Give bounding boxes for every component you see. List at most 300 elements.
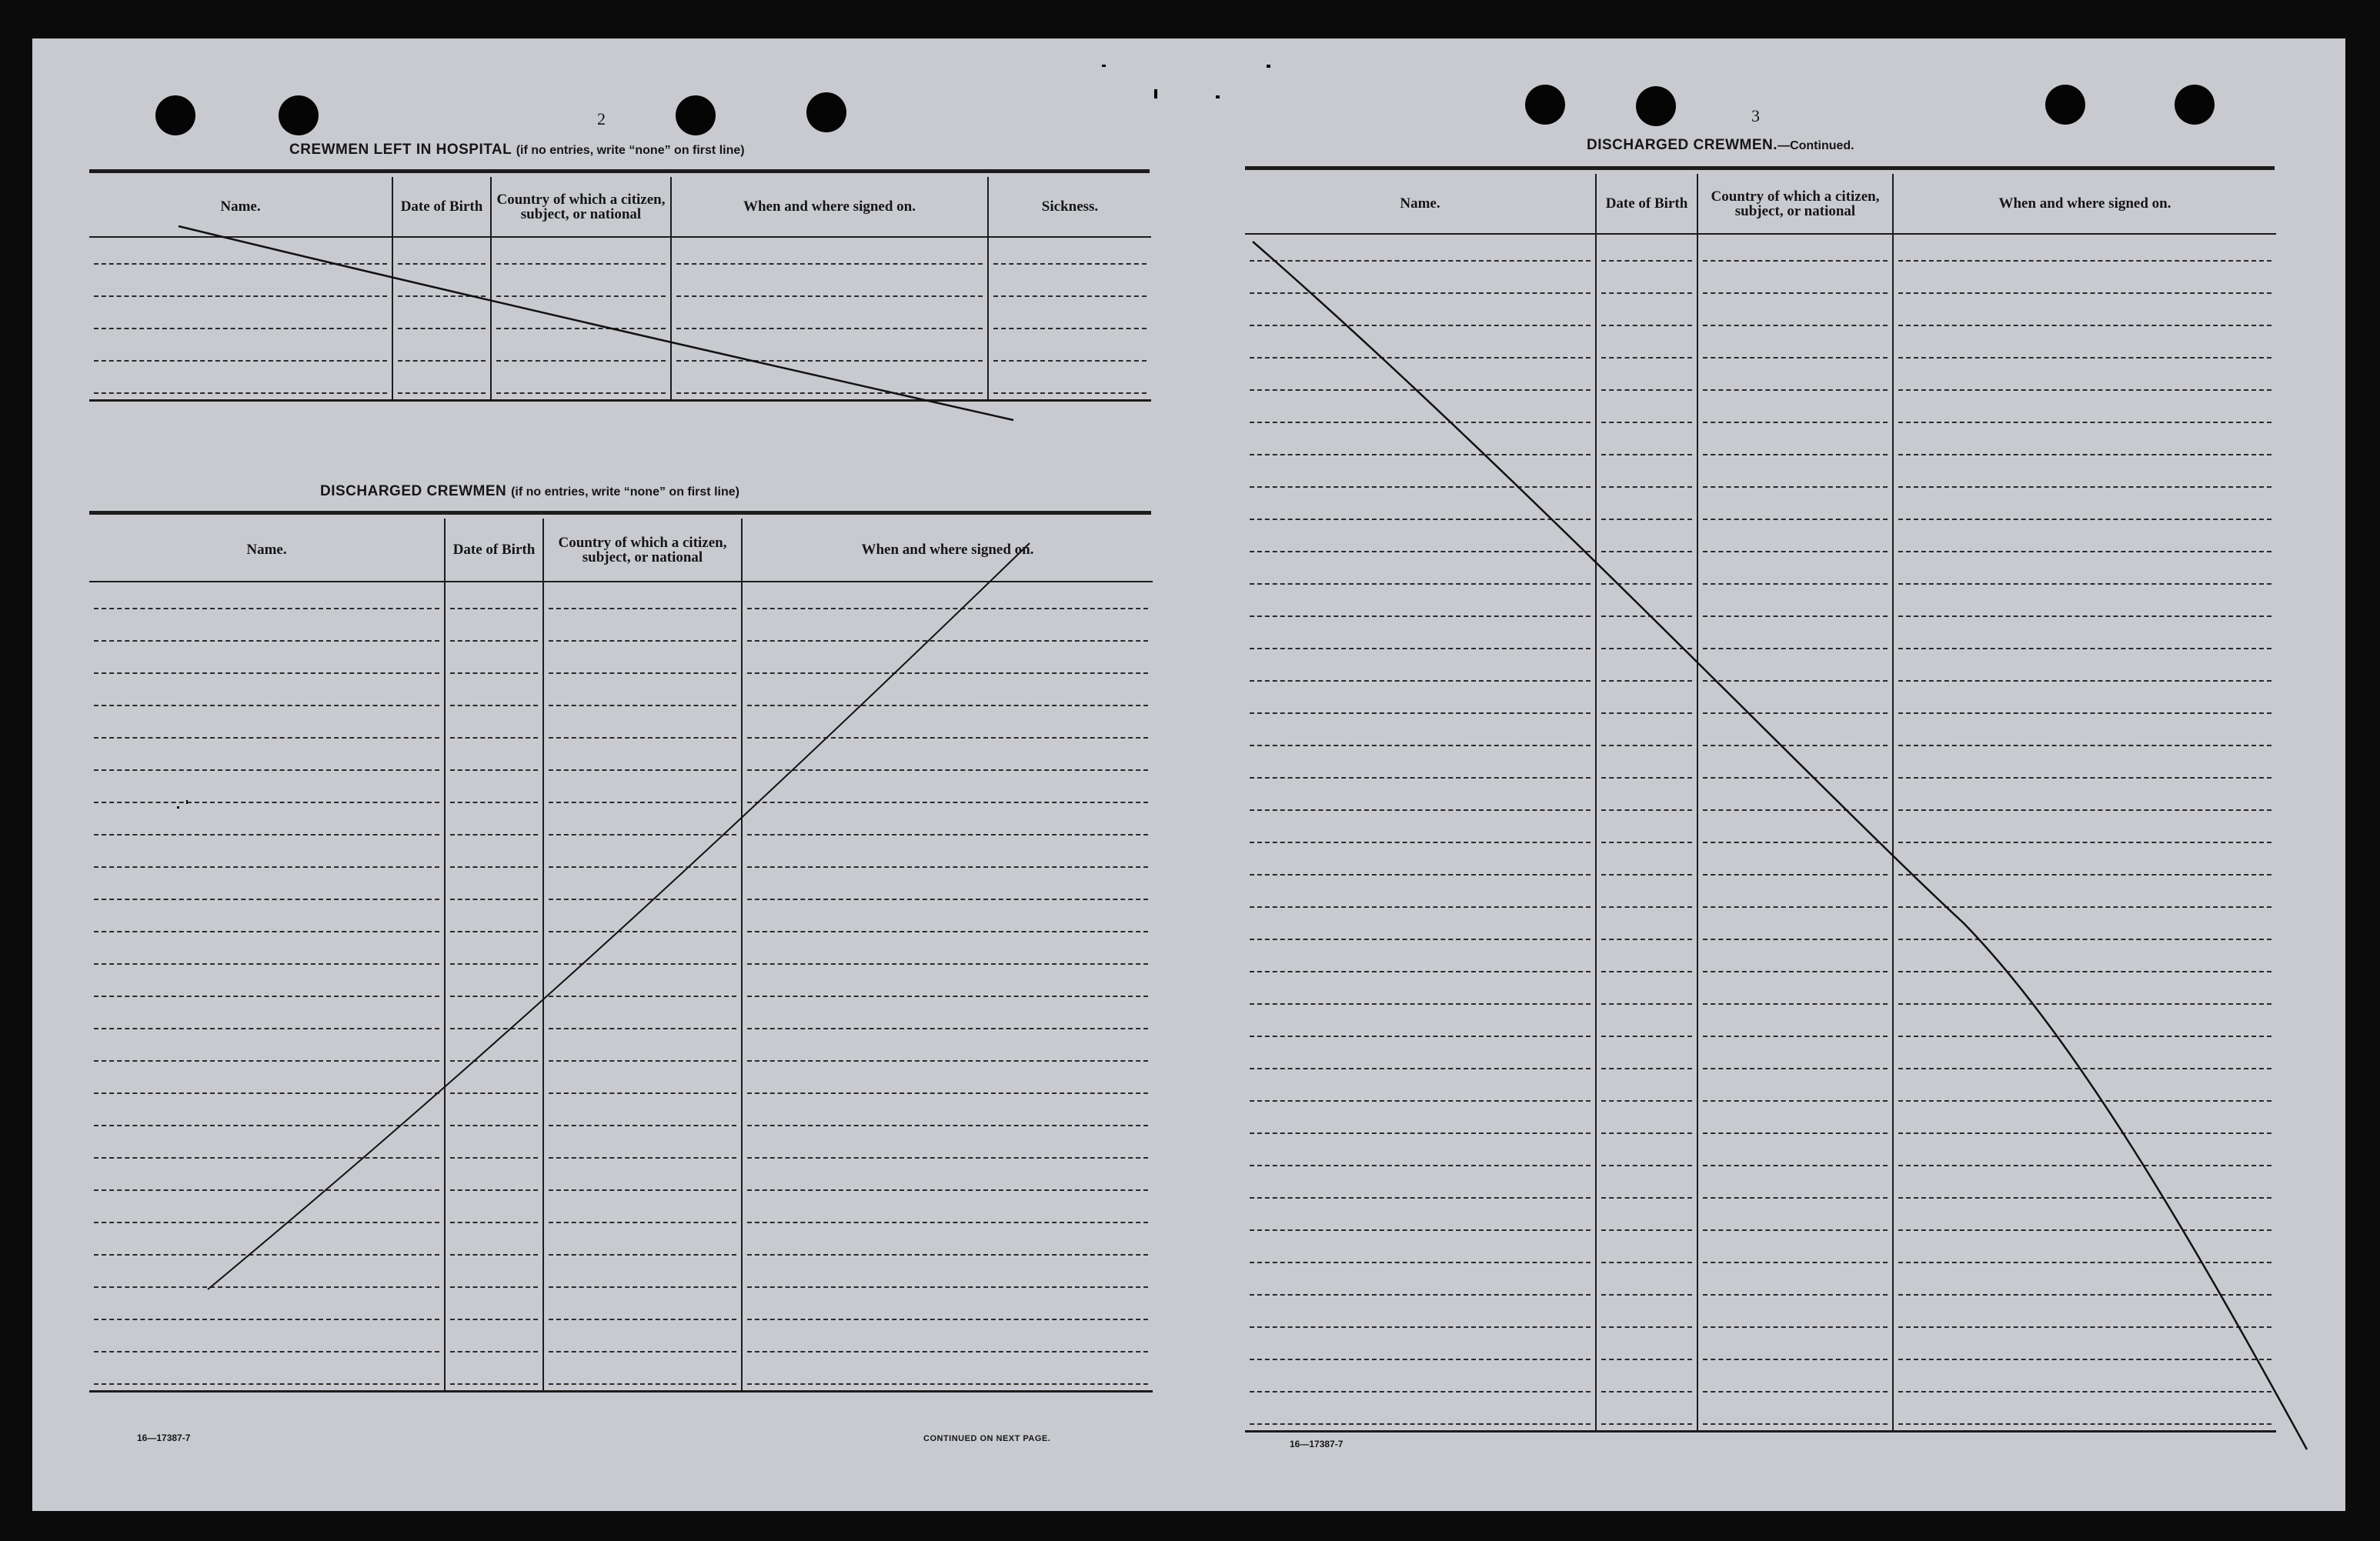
blank-entry-cell[interactable] (445, 1261, 543, 1293)
blank-entry-cell[interactable] (1697, 332, 1893, 364)
blank-entry-cell[interactable] (1245, 234, 1596, 267)
blank-entry-cell[interactable] (1596, 1075, 1697, 1107)
blank-entry-cell[interactable] (1893, 299, 2276, 332)
blank-entry-cell[interactable] (1596, 558, 1697, 590)
blank-entry-cell[interactable] (1596, 655, 1697, 687)
blank-entry-cell[interactable] (1697, 1366, 1893, 1398)
blank-entry-cell[interactable] (1596, 332, 1697, 364)
blank-entry-cell[interactable] (742, 776, 1153, 809)
col-signed-on-header: When and where signed on. (671, 177, 988, 237)
blank-entry-cell[interactable] (1596, 1172, 1697, 1204)
col-country-header: Country of which a citizen, subject, or national (543, 519, 742, 582)
table-row (1245, 590, 2276, 622)
table-row (89, 1164, 1153, 1196)
blank-entry-cell[interactable] (543, 1326, 742, 1358)
blank-entry-cell[interactable] (1596, 525, 1697, 558)
blank-entry-cell[interactable] (742, 809, 1153, 841)
blank-entry-cell[interactable] (1893, 1333, 2276, 1366)
blank-entry-cell[interactable] (1893, 687, 2276, 719)
blank-entry-cell[interactable] (543, 1035, 742, 1067)
blank-entry-cell[interactable] (1697, 1172, 1893, 1204)
blank-entry-cell[interactable] (1697, 719, 1893, 752)
table-row (1245, 1236, 2276, 1269)
blank-entry-cell[interactable] (89, 582, 445, 615)
blank-entry-cell[interactable] (742, 1229, 1153, 1261)
blank-entry-cell[interactable] (1245, 267, 1596, 299)
blank-entry-cell[interactable] (1596, 1269, 1697, 1301)
blank-entry-cell[interactable] (89, 1293, 445, 1326)
blank-entry-cell[interactable] (445, 1293, 543, 1326)
blank-entry-cell[interactable] (1245, 461, 1596, 493)
blank-entry-cell[interactable] (1245, 1333, 1596, 1366)
blank-entry-cell[interactable] (543, 841, 742, 873)
blank-entry-cell[interactable] (1245, 332, 1596, 364)
blank-entry-cell[interactable] (1596, 267, 1697, 299)
blank-entry-cell[interactable] (445, 1067, 543, 1099)
blank-entry-cell[interactable] (1893, 816, 2276, 849)
blank-entry-cell[interactable] (445, 744, 543, 776)
table-row (1245, 525, 2276, 558)
blank-entry-cell[interactable] (543, 1164, 742, 1196)
blank-entry-cell[interactable] (445, 1002, 543, 1035)
blank-entry-cell[interactable] (1245, 687, 1596, 719)
blank-entry-cell[interactable] (1893, 558, 2276, 590)
hospital-section-title (289, 142, 745, 158)
blank-entry-cell[interactable] (89, 744, 445, 776)
col-name-header: Name. (89, 177, 392, 237)
blank-entry-cell[interactable] (1893, 784, 2276, 816)
left-form-page (32, 38, 1191, 1511)
blank-entry-cell[interactable] (445, 712, 543, 744)
blank-entry-cell[interactable] (1893, 590, 2276, 622)
blank-entry-cell[interactable] (89, 1164, 445, 1196)
blank-entry-cell[interactable] (89, 1358, 445, 1392)
blank-entry-cell[interactable] (1893, 1042, 2276, 1075)
blank-entry-cell[interactable] (1245, 719, 1596, 752)
blank-entry-cell[interactable] (1893, 913, 2276, 946)
blank-entry-cell[interactable] (445, 1099, 543, 1132)
blank-entry-cell[interactable] (445, 1132, 543, 1164)
right-form-page (1191, 38, 2345, 1511)
blank-entry-cell[interactable] (1893, 1172, 2276, 1204)
blank-entry-cell[interactable] (543, 744, 742, 776)
discharged-continued-rows (1245, 234, 2276, 1432)
blank-entry-cell[interactable] (1596, 590, 1697, 622)
blank-entry-cell[interactable] (1245, 1107, 1596, 1139)
blank-entry-cell[interactable] (89, 1196, 445, 1229)
blank-entry-cell[interactable] (1245, 946, 1596, 978)
blank-entry-cell[interactable] (742, 679, 1153, 712)
blank-entry-cell[interactable] (543, 679, 742, 712)
blank-entry-cell[interactable] (742, 1293, 1153, 1326)
blank-entry-cell[interactable] (1893, 364, 2276, 396)
table-row (89, 809, 1153, 841)
blank-entry-cell[interactable] (1893, 946, 2276, 978)
punch-hole (2175, 85, 2215, 125)
blank-entry-cell[interactable] (1245, 752, 1596, 784)
blank-entry-cell[interactable] (445, 615, 543, 647)
blank-entry-cell[interactable] (1697, 234, 1893, 267)
blank-entry-cell[interactable] (1893, 881, 2276, 913)
blank-entry-cell[interactable] (1596, 881, 1697, 913)
blank-entry-cell[interactable] (89, 906, 445, 938)
blank-entry-cell[interactable] (1697, 1236, 1893, 1269)
table-row (89, 938, 1153, 970)
blank-entry-cell[interactable] (742, 1326, 1153, 1358)
table-row (1245, 1172, 2276, 1204)
blank-entry-cell[interactable] (1697, 946, 1893, 978)
blank-entry-cell[interactable] (1697, 558, 1893, 590)
blank-entry-cell[interactable] (89, 1326, 445, 1358)
blank-entry-cell[interactable] (1596, 687, 1697, 719)
blank-entry-cell[interactable] (1893, 1139, 2276, 1172)
table-row (89, 1229, 1153, 1261)
scan-speck (1216, 95, 1220, 98)
blank-entry-cell[interactable] (1596, 493, 1697, 525)
blank-entry-cell[interactable] (1596, 234, 1697, 267)
table-row (1245, 913, 2276, 946)
blank-entry-cell[interactable] (1893, 1107, 2276, 1139)
blank-entry-cell[interactable] (1893, 655, 2276, 687)
blank-entry-cell[interactable] (742, 744, 1153, 776)
blank-entry-cell[interactable] (89, 647, 445, 679)
blank-entry-cell[interactable] (543, 582, 742, 615)
col-signed-on-header: When and where signed on. (1893, 174, 2276, 234)
blank-entry-cell[interactable] (1245, 1236, 1596, 1269)
col-name-header: Name. (89, 519, 445, 582)
blank-entry-cell[interactable] (1596, 849, 1697, 881)
punch-hole (1525, 85, 1565, 125)
blank-entry-cell[interactable] (1596, 622, 1697, 655)
blank-entry-cell[interactable] (89, 776, 445, 809)
blank-entry-cell[interactable] (1697, 849, 1893, 881)
blank-entry-cell[interactable] (1697, 622, 1893, 655)
blank-entry-cell[interactable] (1893, 396, 2276, 429)
blank-entry-cell[interactable] (89, 1229, 445, 1261)
table-row (1245, 687, 2276, 719)
blank-entry-cell[interactable] (445, 970, 543, 1002)
blank-entry-cell[interactable] (1596, 978, 1697, 1010)
blank-entry-cell[interactable] (1893, 849, 2276, 881)
blank-entry-cell[interactable] (89, 970, 445, 1002)
discharged-continued-title (1587, 137, 1854, 154)
blank-entry-cell[interactable] (1596, 1010, 1697, 1042)
blank-entry-cell[interactable] (1245, 1139, 1596, 1172)
blank-entry-cell[interactable] (1245, 1301, 1596, 1333)
blank-entry-cell[interactable] (1893, 1075, 2276, 1107)
blank-entry-cell[interactable] (1596, 396, 1697, 429)
blank-entry-cell[interactable] (1245, 1042, 1596, 1075)
blank-entry-cell[interactable] (89, 1067, 445, 1099)
blank-entry-cell[interactable] (445, 647, 543, 679)
blank-entry-cell[interactable] (1245, 655, 1596, 687)
blank-entry-cell[interactable] (742, 906, 1153, 938)
blank-entry-cell[interactable] (1893, 719, 2276, 752)
blank-entry-cell[interactable] (543, 873, 742, 906)
blank-entry-cell[interactable] (1697, 429, 1893, 461)
blank-entry-cell[interactable] (1697, 1333, 1893, 1366)
form-code: 16—17387-7 (137, 1433, 191, 1443)
blank-entry-cell[interactable] (543, 1067, 742, 1099)
blank-entry-cell[interactable] (1245, 558, 1596, 590)
discharged-continued-note: —Continued. (1777, 139, 1854, 152)
blank-entry-cell[interactable] (445, 938, 543, 970)
blank-entry-cell[interactable] (1697, 493, 1893, 525)
blank-entry-cell[interactable] (1697, 816, 1893, 849)
blank-entry-cell[interactable] (543, 938, 742, 970)
blank-entry-cell[interactable] (445, 906, 543, 938)
blank-entry-cell[interactable] (1596, 1204, 1697, 1236)
blank-entry-cell[interactable] (1245, 622, 1596, 655)
blank-entry-cell[interactable] (1596, 1333, 1697, 1366)
blank-entry-cell[interactable] (1697, 1042, 1893, 1075)
blank-entry-cell[interactable] (1893, 752, 2276, 784)
blank-entry-cell[interactable] (742, 1164, 1153, 1196)
blank-entry-cell[interactable] (1697, 1139, 1893, 1172)
blank-entry-cell[interactable] (1893, 1301, 2276, 1333)
blank-entry-cell[interactable] (1245, 1366, 1596, 1398)
blank-entry-cell[interactable] (1697, 978, 1893, 1010)
blank-entry-cell[interactable] (1697, 461, 1893, 493)
blank-entry-cell[interactable] (89, 1099, 445, 1132)
blank-entry-cell[interactable] (1596, 1236, 1697, 1269)
blank-entry-cell[interactable] (1697, 913, 1893, 946)
blank-entry-cell[interactable] (89, 1035, 445, 1067)
table-row (89, 1035, 1153, 1067)
blank-entry-cell[interactable] (543, 1261, 742, 1293)
blank-entry-cell[interactable] (445, 873, 543, 906)
table-row (1245, 1204, 2276, 1236)
blank-entry-cell[interactable] (1893, 234, 2276, 267)
blank-entry-cell[interactable] (1697, 267, 1893, 299)
blank-entry-cell[interactable] (742, 1196, 1153, 1229)
blank-entry-cell[interactable] (742, 970, 1153, 1002)
blank-entry-cell[interactable] (742, 841, 1153, 873)
blank-entry-cell[interactable] (543, 809, 742, 841)
blank-entry-cell[interactable] (1697, 590, 1893, 622)
blank-entry-cell[interactable] (1596, 784, 1697, 816)
table-row (1245, 719, 2276, 752)
blank-entry-cell[interactable] (742, 1067, 1153, 1099)
table-row (89, 647, 1153, 679)
table-row (1245, 978, 2276, 1010)
hospital-title-text: CREWMEN LEFT IN HOSPITAL (289, 142, 512, 158)
blank-entry-cell[interactable] (543, 906, 742, 938)
blank-entry-cell[interactable] (543, 1132, 742, 1164)
blank-entry-cell[interactable] (1596, 1042, 1697, 1075)
table-row (1245, 267, 2276, 299)
blank-entry-cell[interactable] (742, 1002, 1153, 1035)
blank-entry-cell[interactable] (445, 1164, 543, 1196)
blank-entry-cell[interactable] (1697, 1204, 1893, 1236)
blank-entry-cell[interactable] (445, 841, 543, 873)
blank-entry-cell[interactable] (1697, 364, 1893, 396)
blank-entry-cell[interactable] (742, 1132, 1153, 1164)
blank-entry-cell[interactable] (1245, 913, 1596, 946)
blank-entry-cell[interactable] (742, 615, 1153, 647)
blank-entry-cell[interactable] (445, 1326, 543, 1358)
blank-entry-cell[interactable] (1893, 1236, 2276, 1269)
blank-entry-cell[interactable] (742, 712, 1153, 744)
blank-entry-cell[interactable] (543, 712, 742, 744)
blank-entry-cell[interactable] (742, 647, 1153, 679)
blank-entry-cell[interactable] (1893, 978, 2276, 1010)
blank-entry-cell[interactable] (445, 809, 543, 841)
blank-entry-cell[interactable] (1245, 429, 1596, 461)
table-row (1245, 849, 2276, 881)
blank-entry-cell[interactable] (742, 938, 1153, 970)
blank-entry-cell[interactable] (742, 1099, 1153, 1132)
blank-entry-cell[interactable] (1893, 267, 2276, 299)
blank-entry-cell[interactable] (1245, 784, 1596, 816)
scan-speck (1154, 89, 1157, 98)
blank-entry-cell[interactable] (1245, 364, 1596, 396)
blank-entry-cell[interactable] (1596, 429, 1697, 461)
col-dob-header: Date of Birth (1596, 174, 1697, 234)
blank-entry-cell[interactable] (89, 1002, 445, 1035)
blank-entry-cell[interactable] (1596, 364, 1697, 396)
blank-entry-cell[interactable] (1245, 881, 1596, 913)
blank-entry-cell[interactable] (1245, 849, 1596, 881)
blank-entry-cell[interactable] (543, 1229, 742, 1261)
blank-entry-cell[interactable] (1697, 1301, 1893, 1333)
blank-entry-cell[interactable] (1245, 816, 1596, 849)
blank-entry-cell[interactable] (1596, 752, 1697, 784)
blank-entry-cell[interactable] (445, 1358, 543, 1392)
blank-entry-cell[interactable] (1697, 784, 1893, 816)
col-sickness-header: Sickness. (988, 177, 1151, 237)
blank-entry-cell[interactable] (1245, 525, 1596, 558)
blank-entry-cell[interactable] (89, 679, 445, 712)
blank-entry-cell[interactable] (543, 1358, 742, 1392)
blank-entry-cell[interactable] (89, 1261, 445, 1293)
blank-entry-cell[interactable] (742, 873, 1153, 906)
blank-entry-cell[interactable] (1245, 590, 1596, 622)
blank-entry-cell[interactable] (89, 1132, 445, 1164)
blank-entry-cell[interactable] (1245, 1010, 1596, 1042)
blank-entry-cell[interactable] (445, 776, 543, 809)
blank-entry-cell[interactable] (1697, 881, 1893, 913)
blank-entry-cell[interactable] (1893, 1269, 2276, 1301)
blank-entry-cell[interactable] (742, 1035, 1153, 1067)
table-row (89, 302, 1151, 335)
blank-entry-cell[interactable] (1893, 332, 2276, 364)
blank-entry-cell[interactable] (1245, 493, 1596, 525)
blank-entry-cell[interactable] (1697, 1107, 1893, 1139)
blank-entry-cell[interactable] (543, 1002, 742, 1035)
blank-entry-cell[interactable] (742, 1261, 1153, 1293)
blank-entry-cell[interactable] (445, 679, 543, 712)
table-row (1245, 234, 2276, 267)
table-row (1245, 1010, 2276, 1042)
blank-entry-cell[interactable] (1893, 429, 2276, 461)
blank-entry-cell[interactable] (742, 1358, 1153, 1392)
blank-entry-cell[interactable] (1697, 687, 1893, 719)
blank-entry-cell[interactable] (742, 582, 1153, 615)
blank-entry-cell[interactable] (1596, 1139, 1697, 1172)
blank-entry-cell[interactable] (1245, 1172, 1596, 1204)
blank-entry-cell[interactable] (1596, 299, 1697, 332)
blank-entry-cell[interactable] (1596, 1301, 1697, 1333)
blank-entry-cell[interactable] (1596, 1366, 1697, 1398)
blank-entry-cell[interactable] (1893, 461, 2276, 493)
blank-entry-cell[interactable] (543, 1196, 742, 1229)
blank-entry-cell[interactable] (1697, 299, 1893, 332)
form-code: 16—17387-7 (1290, 1439, 1344, 1449)
table-row (89, 1196, 1153, 1229)
blank-entry-cell[interactable] (1245, 299, 1596, 332)
blank-entry-cell[interactable] (1893, 622, 2276, 655)
hospital-table (89, 177, 1151, 402)
blank-entry-cell[interactable] (1596, 461, 1697, 493)
blank-entry-cell[interactable] (1697, 525, 1893, 558)
blank-entry-cell[interactable] (89, 873, 445, 906)
blank-entry-cell[interactable] (1596, 1398, 1697, 1432)
blank-entry-cell[interactable] (1245, 1269, 1596, 1301)
blank-entry-cell[interactable] (1697, 655, 1893, 687)
blank-entry-cell[interactable] (543, 647, 742, 679)
blank-entry-cell[interactable] (89, 938, 445, 970)
blank-entry-cell[interactable] (1245, 396, 1596, 429)
blank-entry-cell[interactable] (543, 1293, 742, 1326)
table-row (89, 237, 1151, 270)
table-row (1245, 655, 2276, 687)
blank-entry-cell[interactable] (1893, 1398, 2276, 1432)
blank-entry-cell[interactable] (445, 1196, 543, 1229)
blank-entry-cell[interactable] (1697, 1010, 1893, 1042)
col-country-header: Country of which a citizen, subject, or national (1697, 174, 1893, 234)
blank-entry-cell[interactable] (445, 1035, 543, 1067)
table-row (1245, 558, 2276, 590)
blank-entry-cell[interactable] (1245, 1204, 1596, 1236)
blank-entry-cell[interactable] (1596, 946, 1697, 978)
blank-entry-cell[interactable] (89, 615, 445, 647)
col-dob-header: Date of Birth (392, 177, 491, 237)
table-row (89, 582, 1153, 615)
blank-entry-cell[interactable] (543, 1099, 742, 1132)
blank-entry-cell[interactable] (445, 582, 543, 615)
punch-hole (279, 95, 319, 135)
blank-entry-cell[interactable] (89, 809, 445, 841)
blank-entry-cell[interactable] (1697, 1075, 1893, 1107)
punch-hole (1636, 86, 1676, 126)
blank-entry-cell[interactable] (543, 776, 742, 809)
blank-entry-cell[interactable] (1893, 493, 2276, 525)
blank-entry-cell[interactable] (1596, 719, 1697, 752)
page-number: 3 (1751, 106, 1760, 125)
blank-entry-cell[interactable] (1697, 396, 1893, 429)
blank-entry-cell[interactable] (1245, 1398, 1596, 1432)
blank-entry-cell[interactable] (1893, 1010, 2276, 1042)
blank-entry-cell[interactable] (1697, 1269, 1893, 1301)
blank-entry-cell[interactable] (1245, 1075, 1596, 1107)
blank-entry-cell[interactable] (89, 841, 445, 873)
blank-entry-cell[interactable] (1697, 752, 1893, 784)
blank-entry-cell[interactable] (1596, 816, 1697, 849)
blank-entry-cell[interactable] (543, 615, 742, 647)
blank-entry-cell[interactable] (1893, 1366, 2276, 1398)
table-row (89, 906, 1153, 938)
blank-entry-cell[interactable] (543, 970, 742, 1002)
blank-entry-cell[interactable] (1596, 913, 1697, 946)
blank-entry-cell[interactable] (445, 1229, 543, 1261)
blank-entry-cell[interactable] (1697, 1398, 1893, 1432)
blank-entry-cell[interactable] (89, 712, 445, 744)
blank-entry-cell[interactable] (1893, 1204, 2276, 1236)
blank-entry-cell[interactable] (1893, 525, 2276, 558)
blank-entry-cell[interactable] (1596, 1107, 1697, 1139)
blank-entry-cell[interactable] (1245, 978, 1596, 1010)
